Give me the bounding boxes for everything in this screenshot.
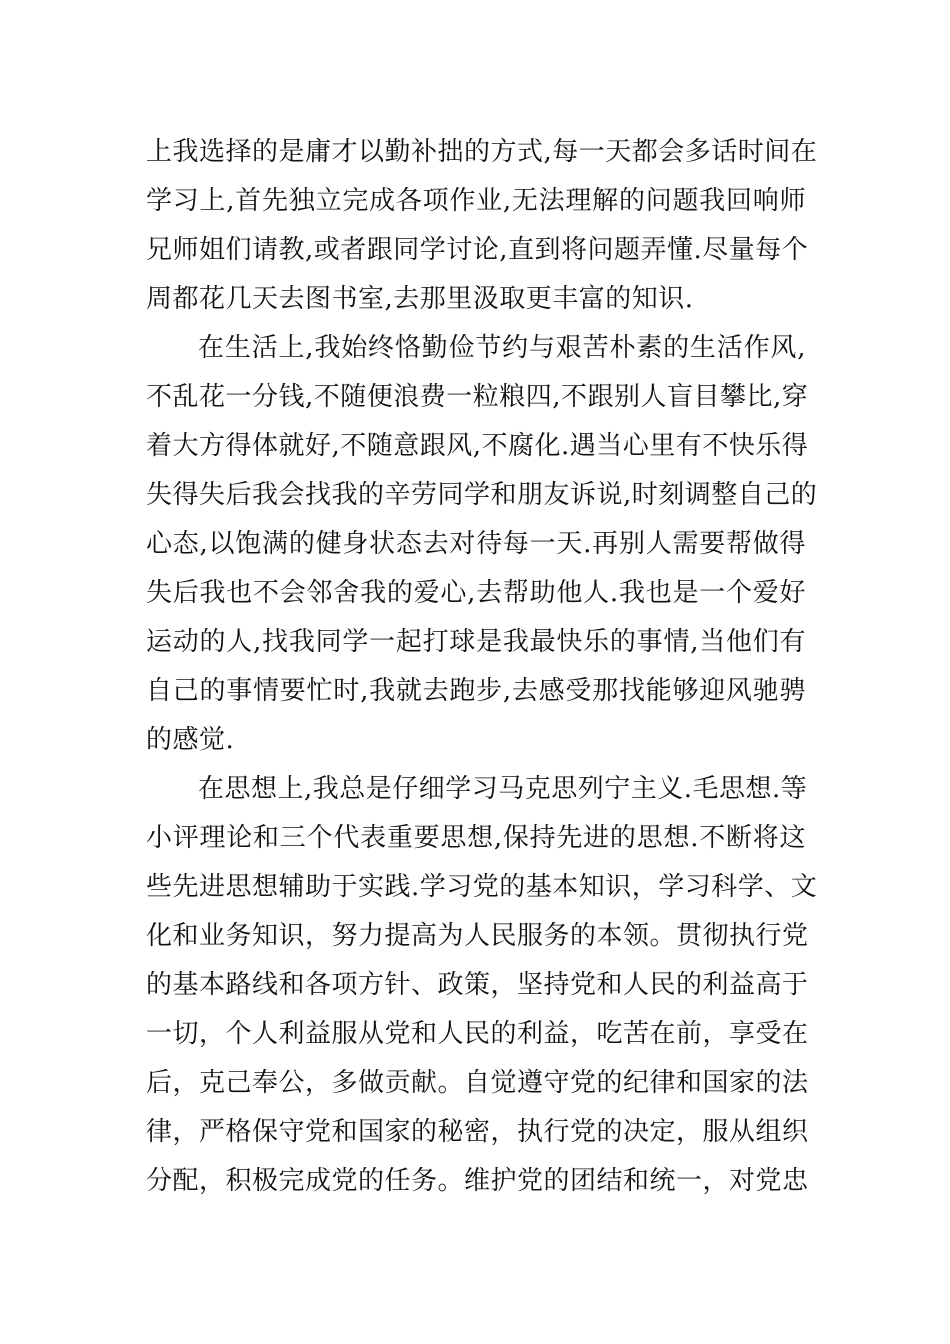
text-line: 的感觉.	[146, 725, 235, 755]
text-line: 的基本路线和各项方针、政策，坚持党和人民的利益高于	[146, 970, 809, 1000]
text-line: 心态,以饱满的健身状态去对待每一天.再别人需要帮做得	[146, 529, 806, 559]
text-line: 不乱花一分钱,不随便浪费一粒粮四,不跟别人盲目攀比,穿	[146, 382, 809, 412]
text-line: 自己的事情要忙时,我就去跑步,去感受那找能够迎风驰骋	[146, 676, 806, 706]
paragraph-start-line: 在生活上,我始终恪勤俭节约与艰苦朴素的生活作风,	[198, 333, 806, 363]
document-body	[146, 128, 818, 1206]
text-line: 失后我也不会邻舍我的爱心,去帮助他人.我也是一个爱好	[146, 578, 806, 608]
text-line: 小评理论和三个代表重要思想,保持先进的思想.不断将这	[146, 823, 806, 853]
text-line: 后，克己奉公，多做贡献。自觉遵守党的纪律和国家的法	[146, 1068, 809, 1098]
text-line: 上我选择的是庸才以勤补拙的方式,每一天都会多话时间在	[146, 137, 818, 167]
text-line: 着大方得体就好,不随意跟风,不腐化.遇当心里有不快乐得	[146, 431, 809, 461]
paragraph-start-line: 在思想上,我总是仔细学习马克思列宁主义.毛思想.等	[198, 774, 808, 804]
text-line: 学习上,首先独立完成各项作业,无法理解的问题我回响师	[146, 186, 806, 216]
text-line: 律，严格保守党和国家的秘密，执行党的决定，服从组织	[146, 1117, 809, 1147]
text-line: 化和业务知识，努力提高为人民服务的本领。贯彻执行党	[146, 921, 809, 951]
text-line: 失得失后我会找我的辛劳同学和朋友诉说,时刻调整自己的	[146, 480, 818, 510]
text-line: 分配，积极完成党的任务。维护党的团结和统一，对党忠	[146, 1166, 809, 1196]
text-line: 一切，个人利益服从党和人民的利益，吃苦在前，享受在	[146, 1019, 809, 1049]
text-line: 运动的人,找我同学一起打球是我最快乐的事情,当他们有	[146, 627, 806, 657]
text-line: 周都花几天去图书室,去那里汲取更丰富的知识.	[146, 284, 694, 314]
text-line: 些先进思想辅助于实践.学习党的基本知识，学习科学、文	[146, 872, 818, 902]
text-line: 兄师姐们请教,或者跟同学讨论,直到将问题弄懂.尽量每个	[146, 235, 809, 265]
